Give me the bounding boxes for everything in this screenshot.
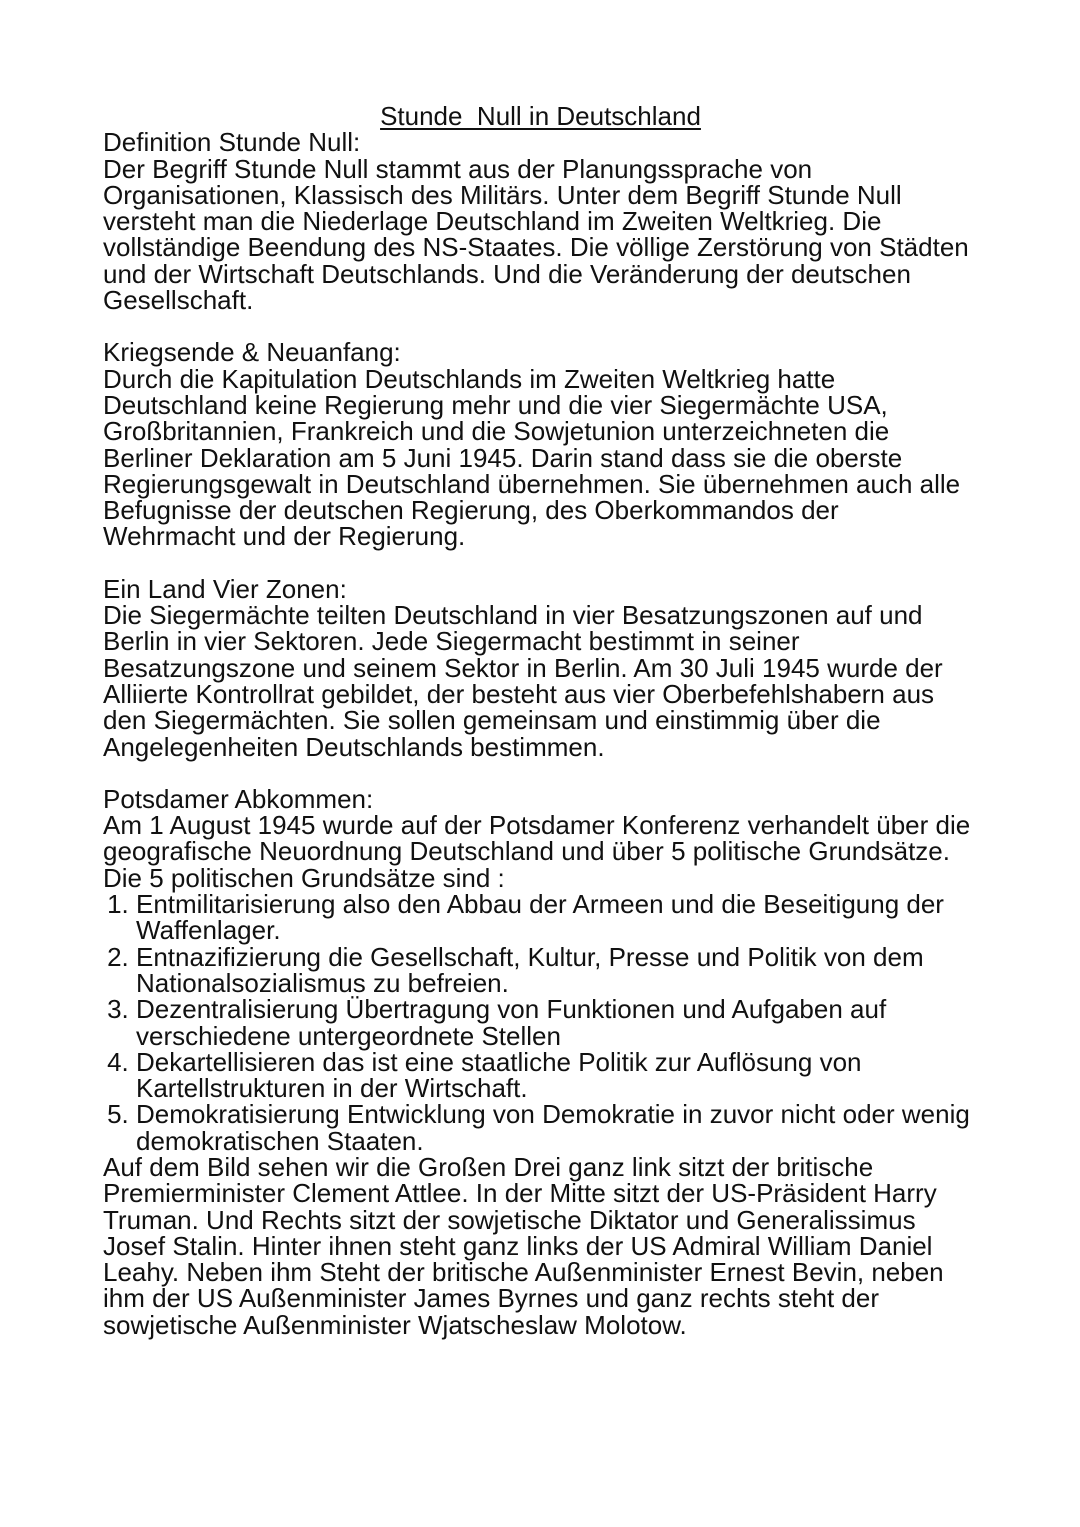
paragraph-gap bbox=[103, 760, 978, 786]
list-item: 4. Dekartellisieren das ist eine staatliche Politik zur Auflösung von Kartellstrukturen in der Wirtschaft. bbox=[136, 1049, 978, 1102]
section-heading: Definition Stunde Null: bbox=[103, 127, 361, 158]
section-paragraph: Der Begriff Stunde Null stammt aus der Planungssprache von Organisationen, Klassisch des Militärs. Unter dem Begriff Stunde Null versteht man die Niederlage Deutschland im Zweiten Weltkrieg. Die vollständige Beendung des NS-Staates. Die völlige Zerstörung von Städten und der Wirtschaft Deutschlands. Und die Veränderung der deutschen Gesellschaft. bbox=[103, 153, 969, 316]
section-heading: Ein Land Vier Zonen: bbox=[103, 573, 347, 604]
document-page bbox=[103, 103, 978, 1338]
document-title: Stunde Null in Deutschland bbox=[380, 101, 701, 131]
paragraph-gap bbox=[103, 550, 978, 576]
principles-list bbox=[103, 891, 978, 1154]
section-definition bbox=[103, 127, 978, 316]
section-paragraph: Die Siegermächte teilten Deutschland in vier Besatzungszonen auf und Berlin in vier Sektoren. Jede Siegermacht bestimmt in seiner Besatzungszone und seinem Sektor in Berlin. Am 30 Juli 1945 wurde der Alliierte Kontrollrat gebildet, der besteht aus vier Oberbefehlshabern aus den Siegermächten. Sie sollen gemeinsam und einstimmig über die Angelegenheiten Deutschlands bestimmen. bbox=[103, 600, 943, 762]
section-potsdam bbox=[103, 783, 978, 1340]
image-description-paragraph: Auf dem Bild sehen wir die Großen Drei ganz link sitzt der britische Premierminister Clement Attlee. In der Mitte sitzt der US-Präsident Harry Truman. Und Rechts sitzt der sowjetische Diktator und Generalissimus Josef Stalin. Hinter ihnen steht ganz links der US Admiral William Daniel Leahy. Neben ihm Steht der britische Außenminister Ernest Bevin, neben ihm der US Außenminister James Byrnes und ganz rechts steht der sowjetische Außenminister Wjatscheslaw Molotow. bbox=[103, 1151, 944, 1340]
section-paragraph: Am 1 August 1945 wurde auf der Potsdamer Konferenz verhandelt über die geografische Neuordnung Deutschland und über 5 politische Grundsätze. Die 5 politischen Grundsätze sind : bbox=[103, 810, 971, 893]
list-item: 2. Entnazifizierung die Gesellschaft, Kultur, Presse und Politik von dem Nationalsozialismus zu befreien. bbox=[136, 944, 978, 997]
section-kriegsende bbox=[103, 337, 978, 552]
list-item: 3. Dezentralisierung Übertragung von Funktionen und Aufgaben auf verschiedene untergeordnete Stellen bbox=[136, 996, 978, 1049]
section-heading: Potsdamer Abkommen: bbox=[103, 783, 374, 814]
section-paragraph: Durch die Kapitulation Deutschlands im Zweiten Weltkrieg hatte Deutschland keine Regierung mehr und die vier Siegermächte USA, Großbritannien, Frankreich und die Sowjetunion unterzeichneten die Berliner Deklaration am 5 Juni 1945. Darin stand dass sie die oberste Regierungsgewalt in Deutschland übernehmen. Sie übernehmen auch alle Befugnisse der deutschen Regierung, des Oberkommandos der Wehrmacht und der Regierung. bbox=[103, 363, 961, 552]
paragraph-gap bbox=[103, 313, 978, 339]
section-heading: Kriegsende & Neuanfang: bbox=[103, 337, 401, 368]
section-zonen bbox=[103, 573, 978, 762]
list-item: 1. Entmilitarisierung also den Abbau der Armeen und die Beseitigung der Waffenlager. bbox=[136, 891, 978, 944]
list-item: 5. Demokratisierung Entwicklung von Demokratie in zuvor nicht oder wenig demokratischen Staaten. bbox=[136, 1101, 978, 1154]
